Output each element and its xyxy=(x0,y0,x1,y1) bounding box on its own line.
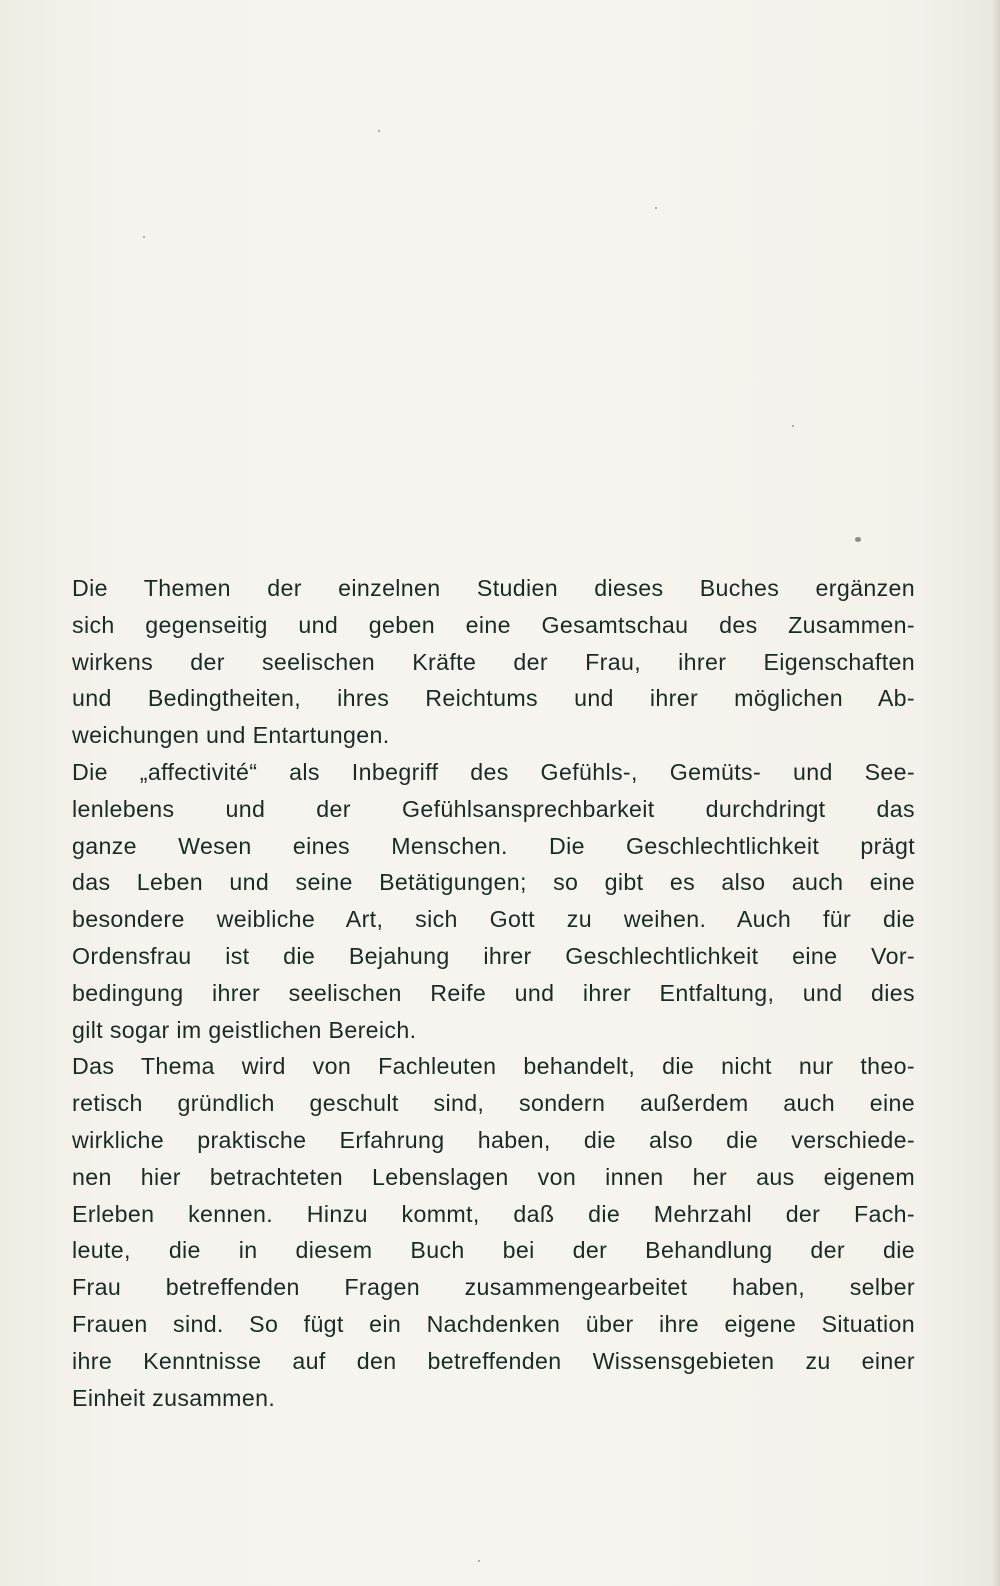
text-line: Die „affectivité“ als Inbegriff des Gefühls-, Gemüts- und See- xyxy=(72,758,915,785)
text-line: bedingung ihrer seelischen Reife und ihrer Entfaltung, und dies xyxy=(72,979,915,1006)
text-line: lenlebens und der Gefühlsansprechbarkeit durchdringt das xyxy=(72,795,915,822)
text-line: nen hier betrachteten Lebenslagen von innen her aus eigenem xyxy=(72,1163,915,1190)
paper-speck xyxy=(143,236,145,238)
text-line: Ordensfrau ist die Bejahung ihrer Geschlechtlichkeit eine Vor- xyxy=(72,942,915,969)
text-line: ganze Wesen eines Menschen. Die Geschlechtlichkeit prägt xyxy=(72,832,915,859)
text-line: Frau betreffenden Fragen zusammengearbeitet haben, selber xyxy=(72,1274,915,1301)
cover-edge-shadow xyxy=(992,0,1000,1586)
blurb-paragraph-3 xyxy=(72,1048,915,1416)
text-line: Das Thema wird von Fachleuten behandelt, die nicht nur theo- xyxy=(72,1053,915,1080)
text-line: wirkens der seelischen Kräfte der Frau, ihrer Eigenschaften xyxy=(72,648,915,675)
blurb-paragraph-2 xyxy=(72,754,915,1048)
text-line: Frauen sind. So fügt ein Nachdenken über ihre eigene Situation xyxy=(72,1310,915,1337)
text-line: Einheit zusammen. xyxy=(72,1384,276,1411)
text-line: ihre Kenntnisse auf den betreffenden Wissensgebieten zu einer xyxy=(72,1347,915,1374)
text-line: sich gegenseitig und geben eine Gesamtschau des Zusammen- xyxy=(72,611,915,638)
text-line: Erleben kennen. Hinzu kommt, daß die Mehrzahl der Fach- xyxy=(72,1200,915,1227)
text-line: und Bedingtheiten, ihres Reichtums und ihrer möglichen Ab- xyxy=(72,685,915,712)
paper-speck xyxy=(655,207,657,209)
text-line: retisch gründlich geschult sind, sondern außerdem auch eine xyxy=(72,1090,915,1117)
blurb-paragraph-1 xyxy=(72,570,915,754)
text-line: leute, die in diesem Buch bei der Behandlung der die xyxy=(72,1237,915,1264)
text-line: gilt sogar im geistlichen Bereich. xyxy=(72,1016,417,1043)
text-line: das Leben und seine Betätigungen; so gibt es also auch eine xyxy=(72,869,915,896)
text-line: besondere weibliche Art, sich Gott zu weihen. Auch für die xyxy=(72,906,915,933)
paper-speck xyxy=(378,130,380,132)
paper-speck xyxy=(855,537,861,542)
paper-speck xyxy=(792,425,794,427)
paper-speck xyxy=(478,1560,480,1562)
text-line: Die Themen der einzelnen Studien dieses Buches ergänzen xyxy=(72,575,915,601)
cover-blurb-text xyxy=(72,570,915,1416)
text-line: weichungen und Entartungen. xyxy=(72,722,390,749)
text-line: wirkliche praktische Erfahrung haben, die also die verschiede- xyxy=(72,1126,915,1153)
